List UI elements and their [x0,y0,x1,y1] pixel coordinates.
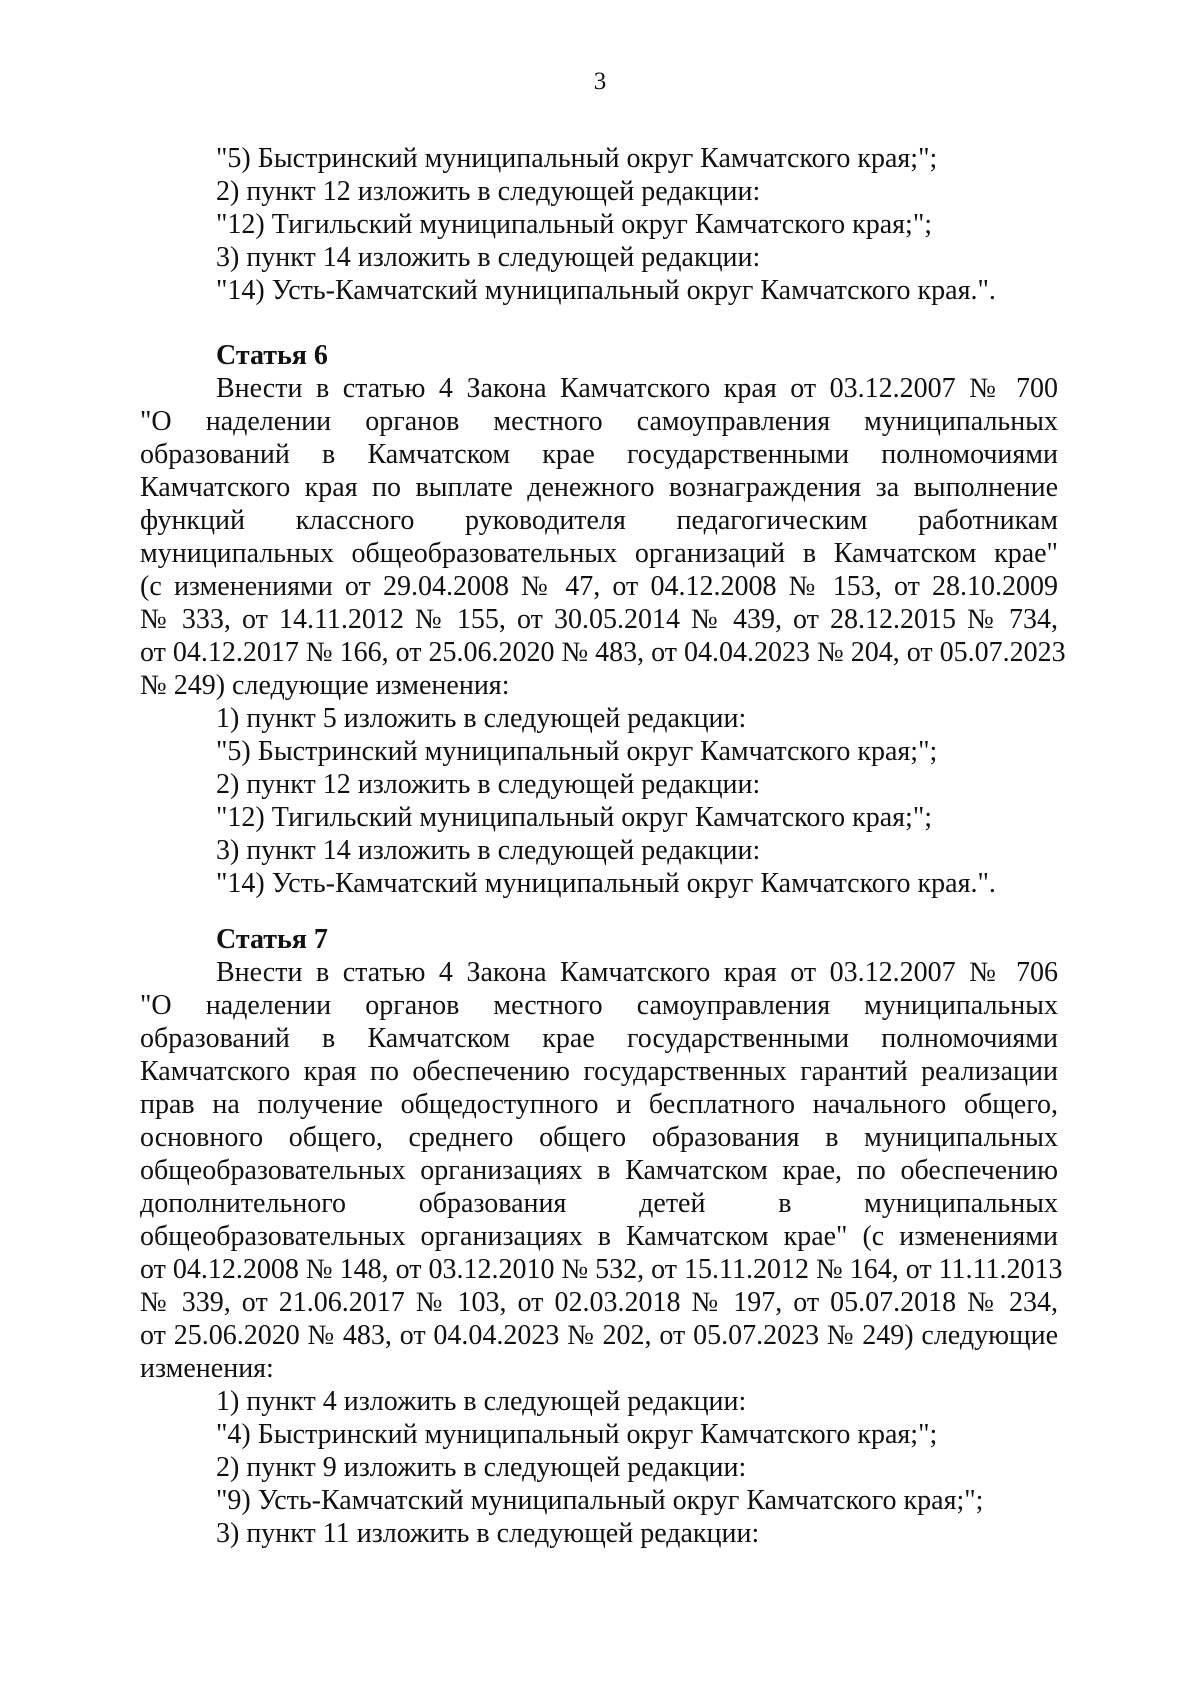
article-body-line: № 249) следующие изменения: [140,670,510,701]
article-heading: Статья 6 [216,340,328,371]
intro-line: "12) Тигильский муниципальный округ Камчатского края;"; [216,209,933,240]
article-body-line: № 333, от 14.11.2012 № 155, от 30.05.2014 № 439, от 28.12.2015 № 734, [140,604,1058,635]
article-item: "12) Тигильский муниципальный округ Камчатского края;"; [216,802,933,833]
article-heading: Статья 7 [216,924,328,955]
article-body-line: Внести в статью 4 Закона Камчатского края от 03.12.2007 № 706 [216,957,1058,988]
article-body-line: прав на получение общедоступного и бесплатного начального общего, [140,1089,1058,1120]
article-body-line: "О наделении органов местного самоуправления муниципальных [140,406,1058,437]
article-item: "9) Усть-Камчатский муниципальный округ Камчатского края;"; [216,1485,984,1516]
article-body-line: "О наделении органов местного самоуправления муниципальных [140,990,1058,1021]
article-body-line: общеобразовательных организациях в Камчатском крае" (с изменениями [140,1221,1058,1252]
article-body-line: изменения: [140,1353,274,1384]
article-body-line: № 339, от 21.06.2017 № 103, от 02.03.2018 № 197, от 05.07.2018 № 234, [140,1287,1058,1318]
article-body-line: основного общего, среднего общего образования в муниципальных [140,1122,1058,1153]
article-body-line: образований в Камчатском крае государственными полномочиями [140,439,1058,470]
article-item: 1) пункт 4 изложить в следующей редакции: [216,1386,747,1417]
article-body-line: муниципальных общеобразовательных организаций в Камчатском крае" [140,538,1058,569]
article-item: 2) пункт 12 изложить в следующей редакции: [216,769,761,800]
article-body-line: общеобразовательных организациях в Камчатском крае, по обеспечению [140,1155,1058,1186]
article-item: "5) Быстринский муниципальный округ Камчатского края;"; [216,736,938,767]
intro-line: 2) пункт 12 изложить в следующей редакции: [216,176,761,207]
article-body-line: от 04.12.2008 № 148, от 03.12.2010 № 532, от 15.11.2012 № 164, от 11.11.2013 [140,1254,1063,1285]
article-6 [140,339,1066,900]
page-number: 3 [593,68,607,95]
article-body-line: функций классного руководителя педагогическим работникам [140,505,1058,536]
intro-line: "14) Усть-Камчатский муниципальный округ Камчатского края.". [216,275,996,306]
article-item: 3) пункт 14 изложить в следующей редакции: [216,835,761,866]
article-item: 1) пункт 5 изложить в следующей редакции: [216,703,747,734]
article-body-line: образований в Камчатском крае государственными полномочиями [140,1023,1058,1054]
intro-line: 3) пункт 14 изложить в следующей редакции: [216,242,761,273]
article-body-line: (с изменениями от 29.04.2008 № 47, от 04.12.2008 № 153, от 28.10.2009 [140,571,1058,602]
article-item: "4) Быстринский муниципальный округ Камчатского края;"; [216,1419,938,1450]
article-body-line: от 04.12.2017 № 166, от 25.06.2020 № 483, от 04.04.2023 № 204, от 05.07.2023 [140,637,1066,668]
article-7 [140,923,1063,1550]
intro-section [140,142,1058,307]
article-item: 2) пункт 9 изложить в следующей редакции: [216,1452,747,1483]
intro-line: "5) Быстринский муниципальный округ Камчатского края;"; [216,143,938,174]
article-item: "14) Усть-Камчатский муниципальный округ Камчатского края.". [216,868,996,899]
article-body-line: Камчатского края по выплате денежного вознаграждения за выполнение [140,472,1058,503]
article-body-line: дополнительного образования детей в муниципальных [140,1188,1058,1219]
article-body-line: Внести в статью 4 Закона Камчатского края от 03.12.2007 № 700 [216,373,1058,404]
article-body-line: Камчатского края по обеспечению государственных гарантий реализации [140,1056,1058,1087]
article-body-line: от 25.06.2020 № 483, от 04.04.2023 № 202, от 05.07.2023 № 249) следующие [140,1320,1058,1351]
article-item: 3) пункт 11 изложить в следующей редакции: [216,1518,760,1549]
